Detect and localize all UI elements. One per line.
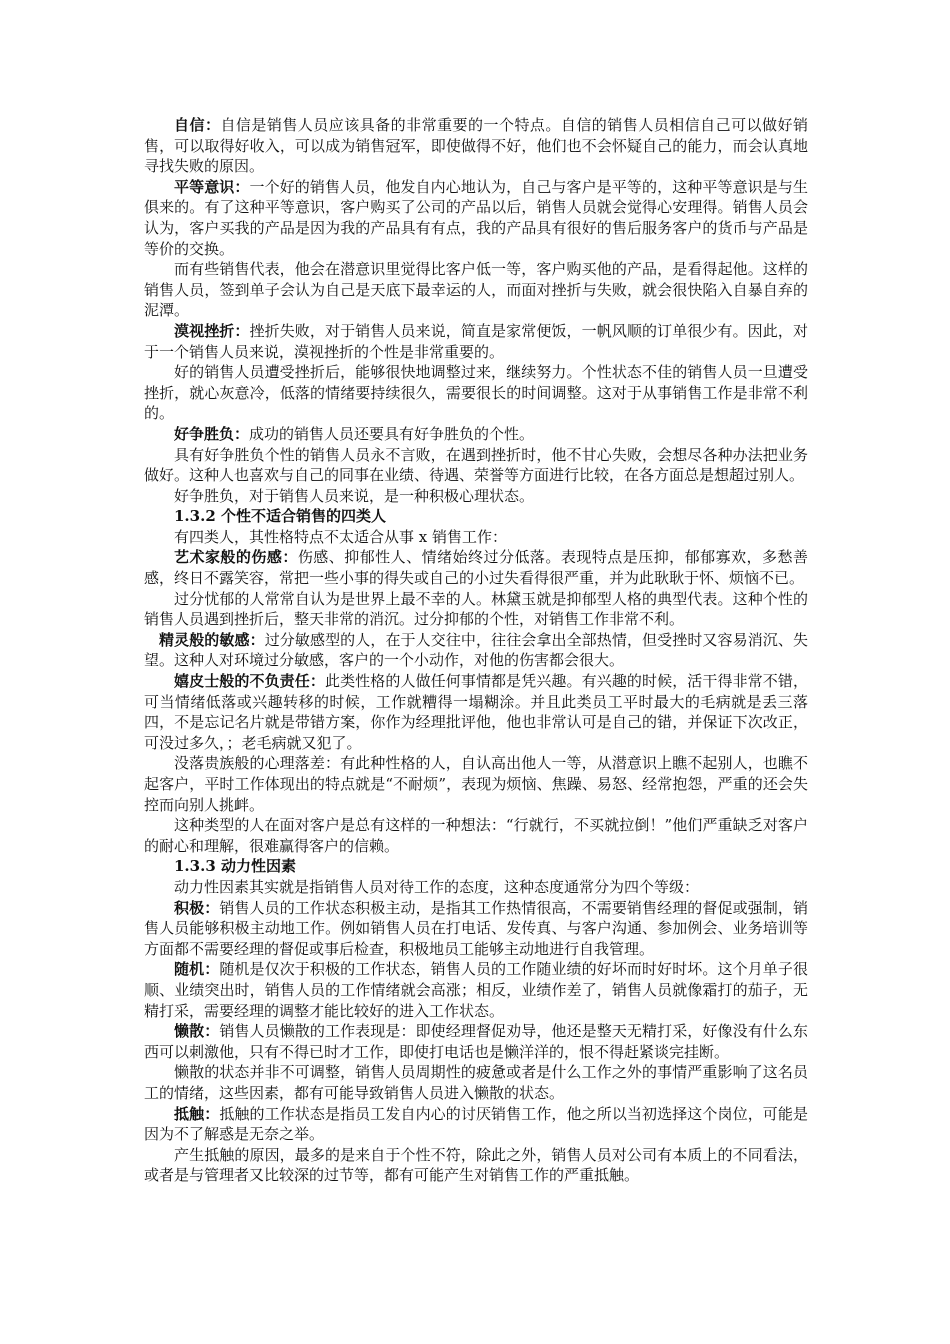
term-separator: ： [204, 116, 221, 134]
paragraph [144, 898, 808, 960]
paragraph [144, 877, 808, 898]
paragraph-term: 艺术家般的伤感 [174, 548, 283, 567]
paragraph [144, 1104, 808, 1145]
paragraph-text: 好的销售人员遭受挫折后，能够很快地调整过来，继续努力。个性状态不佳的销售人员一旦遭受挫折，就心灰意冷，低落的情绪要持续很久，需要很长的时间调整。这对于从事销售工作是非常不利的。 [144, 363, 808, 423]
paragraph-text: 具有好争胜负个性的销售人员永不言败，在遇到挫折时，他不甘心失败，会想尽各种办法把业务做好。这种人也喜欢与自己的同事在业绩、待遇、荣誉等方面进行比较，在各方面总是想超过别人。 [144, 445, 808, 485]
term-separator: ： [234, 424, 250, 443]
paragraph-term: 精灵般的敏感 [159, 630, 250, 649]
paragraph-text: 抵触的工作状态是指员工发自内心的讨厌销售工作，他之所以当初选择这个岗位，可能是因为不了解惑是无奈之举。 [144, 1104, 808, 1144]
term-separator: ： [234, 321, 250, 340]
term-separator: ： [204, 1022, 220, 1041]
term-separator: ： [282, 548, 298, 567]
paragraph [144, 1021, 808, 1062]
paragraph [144, 815, 808, 856]
paragraph-term: 自信 [174, 116, 205, 134]
paragraph [144, 115, 808, 177]
paragraph-text: 一个好的销售人员，他发自内心地认为，自己与客户是平等的，这种平等意识是与生俱来的。有了这种平等意识，客户购买了公司的产品以后，销售人员就会觉得心安理得。销售人员会认为，客户买我的产品是因为我的产品具有有点，我的产品具有很好的售后服务客户的货币与产品是等价的交换。 [144, 177, 808, 258]
term-separator: ： [309, 672, 325, 691]
paragraph-term: 积极 [174, 898, 205, 917]
paragraph-text: 而有些销售代表，他会在潜意识里觉得比客户低一等，客户购买他的产品，是看得起他。这样的销售人员，签到单子会认为自己是天底下最幸运的人，而面对挫折与失败，就会很快陷入自暴自弃的泥潭。 [144, 260, 808, 320]
paragraph [144, 959, 808, 1021]
term-separator: ： [204, 1104, 220, 1123]
paragraph-text: 过分敏感型的人，在于人交往中，往往会拿出全部热情，但受挫时又容易消沉、失望。这种人对环境过分敏感，客户的一个小动作，对他的伤害都会很大。 [144, 630, 808, 670]
section-heading: 1.3.2 个性不适合销售的四类人 [174, 507, 386, 526]
paragraph-term: 好争胜负 [174, 424, 235, 443]
section-heading: 1.3.3 动力性因素 [174, 857, 296, 876]
paragraph-text: 懒散的状态并非不可调整，销售人员周期性的疲惫或者是什么工作之外的事情严重影响了这名员工的情绪，这些因素，都有可能导致销售人员进入懒散的状态。 [144, 1063, 808, 1102]
paragraph-text: 销售人员懒散的工作表现是：即使经理督促劝导，他还是整天无精打采，好像没有什么东西可以刺激他，只有不得已时才工作，即使打电话也是懒洋洋的，恨不得赶紧谈完挂断。 [144, 1022, 808, 1061]
paragraph-text: 销售人员的工作状态积极主动，是指其工作热情很高，不需要销售经理的督促或强制，销售人员能够积极主动地工作。例如销售人员在打电话、发传真、与客户沟通、参加例会、业务培训等方面都不需要经理的督促或事后检查，积极地员工能够主动地进行自我管理。 [144, 898, 808, 958]
paragraph [144, 1145, 808, 1186]
paragraph [144, 259, 808, 321]
paragraph-text: 过分忧郁的人常常自认为是世界上最不幸的人。林黛玉就是抑郁型人格的典型代表。这种个性的销售人员遇到挫折后，整天非常的消沉。过分抑郁的个性，对销售工作非常不利。 [144, 589, 808, 629]
paragraph [144, 547, 808, 588]
paragraph-text: 此类性格的人做任何事情都是凭兴趣。有兴趣的时候，活干得非常不错，可当情绪低落或兴趣转移的时候，工作就糟得一塌糊涂。并且此类员工平时最大的毛病就是丢三落四，不是忘记名片就是带错方案，你作为经理批评他，他也非常认可是自己的错，并保证下次改正，可没过多久，；老毛病就又犯了。 [144, 672, 808, 752]
paragraph [144, 424, 808, 445]
term-separator: ： [204, 960, 220, 979]
term-separator: ： [249, 630, 265, 649]
paragraph-text: 挫折失败，对于销售人员来说，简直是家常便饭，一帆风顺的订单很少有。因此，对于一个销售人员来说，漠视挫折的个性是非常重要的。 [144, 321, 808, 361]
paragraph-text: 没落贵族般的心理落差：有此种性格的人，自认高出他人一等，从潜意识上瞧不起别人，也瞧不起客户，平时工作体现出的特点就是“不耐烦”，表现为烦恼、焦躁、易怒、经常抱怨，严重的还会失控而向别人挑衅。 [144, 754, 808, 814]
paragraph [144, 445, 808, 486]
paragraph [144, 589, 808, 630]
paragraph [144, 671, 808, 753]
paragraph [144, 753, 808, 815]
paragraph-term: 随机 [174, 960, 205, 979]
paragraph [144, 486, 808, 507]
paragraph [144, 630, 808, 671]
paragraph-text: 随机是仅次于积极的工作状态，销售人员的工作随业绩的好坏而时好时坏。这个月单子很顺、业绩突出时，销售人员的工作情绪就会高涨；相反，业绩作差了，销售人员就像霜打的茄子，无精打采，需要经理的调整才能比较好的进入工作状态。 [144, 960, 808, 1020]
paragraph-term: 平等意识 [174, 177, 235, 196]
paragraph-text: 产生抵触的原因，最多的是来自于个性不符，除此之外，销售人员对公司有本质上的不同看法，或者是与管理者又比较深的过节等，都有可能产生对销售工作的严重抵触。 [144, 1145, 808, 1185]
paragraph-term: 懒散 [174, 1022, 205, 1041]
paragraph-text: 好争胜负，对于销售人员来说，是一种积极心理状态。 [174, 486, 535, 505]
paragraph-text: 这种类型的人在面对客户是总有这样的一种想法：“行就行，不买就拉倒！”他们严重缺乏对客户的耐心和理解，很难赢得客户的信赖。 [144, 816, 808, 855]
paragraph-text: 自信是销售人员应该具备的非常重要的一个特点。自信的销售人员相信自己可以做好销售，可以取得好收入，可以成为销售冠军，即使做得不好，他们也不会怀疑自己的能力，而会认真地寻找失败的原因。 [144, 116, 808, 176]
term-separator: ： [234, 177, 250, 196]
paragraph-term: 嬉皮士般的不负责任 [174, 672, 310, 691]
paragraph-text: 成功的销售人员还要具有好争胜负的个性。 [249, 424, 535, 443]
paragraph-text: 伤感、抑郁性人、情绪始终过分低落。表现特点是压抑，郁郁寡欢，多愁善感，终日不露笑容，常把一些小事的得失或自己的小过失看得很严重，并为此耿耿于怀、烦恼不已。 [144, 548, 808, 588]
paragraph-term: 漠视挫折 [174, 321, 235, 340]
term-separator: ： [204, 898, 220, 917]
paragraph-text: 动力性因素其实就是指销售人员对待工作的态度，这种态度通常分为四个等级： [174, 877, 700, 896]
paragraph [144, 527, 808, 548]
paragraph [144, 1062, 808, 1103]
paragraph [144, 177, 808, 259]
paragraph-term: 抵触 [174, 1104, 205, 1123]
paragraph-text: 有四类人，其性格特点不太适合从事 x 销售工作： [174, 527, 507, 546]
paragraph [144, 362, 808, 424]
paragraph [144, 321, 808, 362]
document-body [144, 115, 808, 1186]
